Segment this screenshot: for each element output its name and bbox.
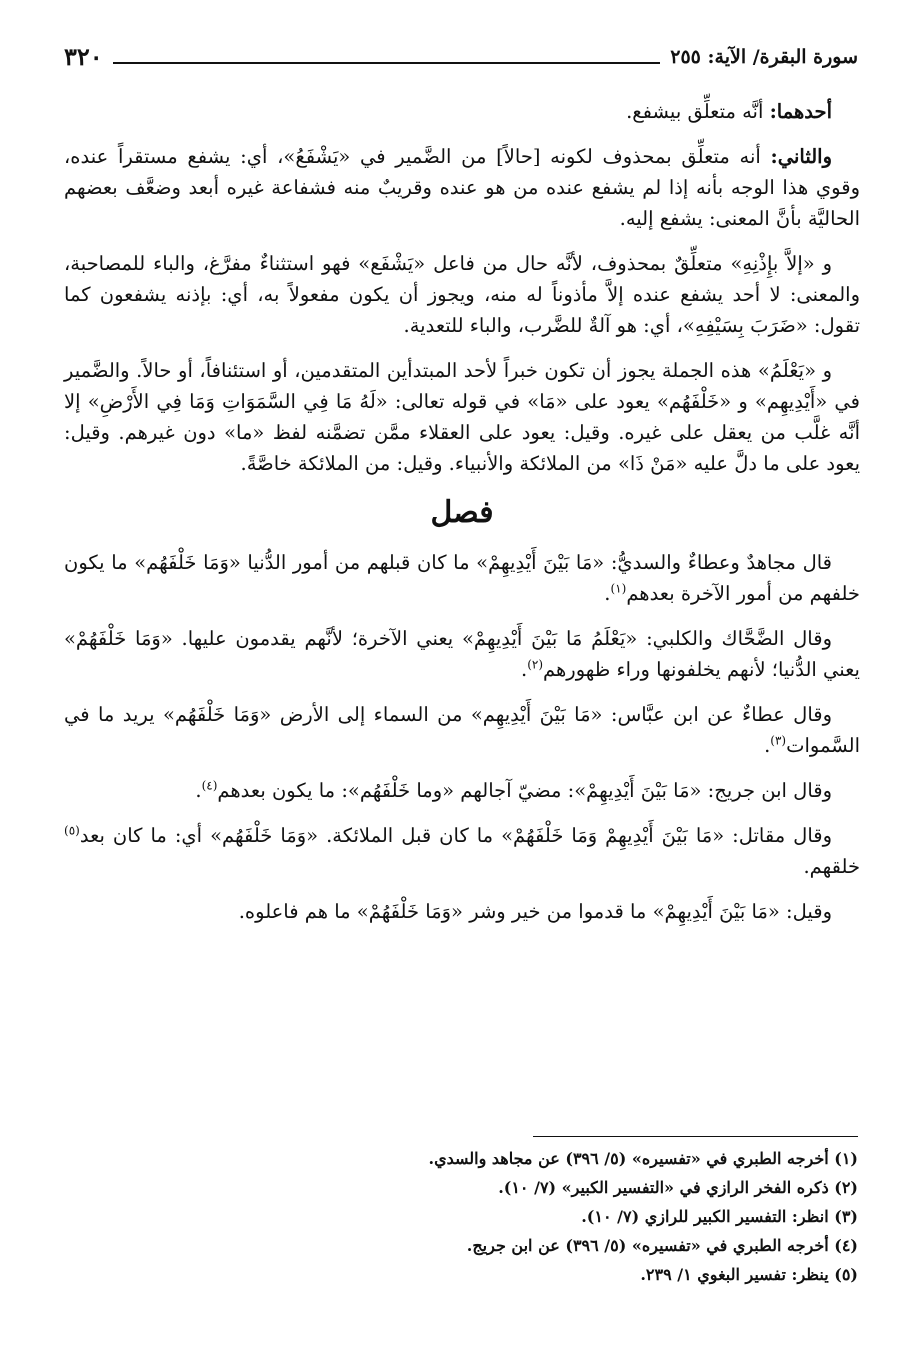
main-text: [64, 96, 860, 941]
footnote-reference[interactable]: (٣): [770, 733, 787, 748]
paragraph-text: أنه متعلِّق بمحذوف لكونه [حالاً] من الضَّمير في «يَشْفَعُ»، أي: يشفع مستقراً عنده، وقوي هذا الوجه بأنه إذا لم يشفع عنده من هو عنده وقريبٌ منه فشفاعة غيره أبعد وضعَّف بعضهم الحاليَّة بأنَّ المعنى: يشفع إليه.: [64, 145, 860, 230]
section-paragraph-tail: .: [764, 734, 771, 757]
footnotes: [64, 1146, 858, 1291]
header-rule: [113, 62, 661, 64]
page-header: [64, 34, 858, 72]
section-paragraph-text: وقال الضَّحَّاك والكلبي: «يَعْلَمُ مَا بَيْنَ أَيْدِيهِمْ» يعني الآخرة؛ لأنَّهم يقدمون عليها. «وَمَا خَلْفَهُمْ» يعني الدُّنيا؛ لأنهم يخلفونها وراء ظهورهم: [64, 627, 860, 681]
section-paragraph-tail: .: [604, 582, 611, 605]
footnote-reference[interactable]: (١): [610, 581, 627, 596]
section-paragraph-tail: .: [195, 779, 202, 802]
paragraph-bi-idhnihi: [64, 248, 860, 341]
paragraph-lead: والثاني:: [770, 145, 832, 168]
section-paragraph-tail: .: [520, 658, 528, 681]
footnote-reference[interactable]: (٢): [527, 657, 544, 672]
section-paragraph-text: وقال عطاءٌ عن ابن عبَّاس: «مَا بَيْنَ أَيْدِيهِم» من السماء إلى الأرض «وَمَا خَلْفَهُم» يريد ما في السَّموات: [64, 703, 860, 757]
running-title: سورة البقرة/ الآية: ٢٥٥: [670, 46, 858, 68]
footnote-item: (٥) ينظر: تفسير البغوي ١/ ٢٣٩.: [640, 1265, 858, 1284]
paragraph-text: أنَّه متعلِّق بيشفع.: [626, 100, 770, 123]
footnote-item: (٤) أخرجه الطبري في «تفسيره» (٥/ ٣٩٦) عن ابن جريج.: [466, 1236, 858, 1255]
section-paragraph: [64, 775, 860, 806]
paragraph-text: و «إلاَّ بإِذْنِهِ» متعلِّقٌ بمحذوف، لأنَّه حال من فاعل «يَشْفَع» فهو استثناءٌ مفرَّغ، والباء للمصاحبة، والمعنى: لا أحد يشفع عنده إلاَّ مأذوناً له منه، ويجوز أن يكون مفعولاً به، أي: بإذنه يشفعون كما تقول: «ضَرَبَ بِسَيْفِهِ»، أي: هو آلةٌ للضَّرب، والباء للتعدية.: [64, 252, 860, 337]
section-paragraph: [64, 623, 860, 685]
footnote-item: (٣) انظر: التفسير الكبير للرازي (٧/ ١٠).: [581, 1207, 858, 1226]
footnote-divider: [533, 1136, 858, 1137]
section-paragraph: [64, 820, 860, 882]
footnote-reference[interactable]: (٤): [201, 778, 218, 793]
section-paragraph: [64, 699, 860, 761]
paragraph-yalamu: [64, 355, 860, 479]
page-number: ٣٢٠: [64, 42, 103, 71]
paragraph-first-view: [64, 96, 860, 127]
section-paragraph-tail: خلقهم.: [803, 855, 860, 878]
paragraph-second-view: [64, 141, 860, 234]
footnote-item: (١) أخرجه الطبري في «تفسيره» (٥/ ٣٩٦) عن مجاهد والسدي.: [428, 1149, 858, 1168]
footnote-reference[interactable]: (٥): [64, 823, 80, 838]
paragraph-lead: أحدهما:: [769, 100, 832, 123]
section-paragraph: [64, 547, 860, 609]
section-paragraph-text: وقال ابن جريج: «مَا بَيْنَ أَيْدِيهِمْ»: مضيّ آجالهم «وما خَلْفَهُم»: ما يكون بعدهم: [217, 779, 832, 802]
section-paragraph-text: قال مجاهدٌ وعطاءٌ والسديُّ: «مَا بَيْنَ أَيْدِيهِمْ» ما كان قبلهم من أمور الدُّنيا «وَمَا خَلْفَهُم» ما يكون خلفهم من أمور الآخرة بعدهم: [64, 551, 860, 605]
section-heading: فصل: [430, 495, 494, 530]
section-paragraph-text: وقيل: «مَا بَيْنَ أَيْدِيهِمْ» ما قدموا من خير وشر «وَمَا خَلْفَهُمْ» ما هم فاعلوه.: [238, 900, 832, 923]
paragraph-text: و «يَعْلَمُ» هذه الجملة يجوز أن تكون خبراً لأحد المبتدأين المتقدمين، أو استئنافاً، أو حالاً. والضَّمير في «أَيْدِيهِم» و «خَلْفَهُم» يعود على «مَا» في قوله تعالى: «لَهُ مَا فِي السَّمَوَاتِ وَمَا فِي الأَرْضِ» إلا أنَّه غلَّب من يعقل على غيره. وقيل: يعود على العقلاء ممَّن تضمَّنه لفظ «ما» دون غيرهم. وقيل: يعود على ما دلَّ عليه «مَنْ ذَا» من الملائكة والأنبياء. وقيل: من الملائكة خاصَّةً.: [64, 359, 860, 475]
footnote-item: (٢) ذكره الفخر الرازي في «التفسير الكبير» (٧/ ١٠).: [498, 1178, 858, 1197]
section-paragraph: [64, 896, 860, 927]
section-paragraph-text: وقال مقاتل: «مَا بَيْنَ أَيْدِيهِمْ وَمَا خَلْفَهُمْ» ما كان قبل الملائكة. «وَمَا خَلْفَهُم» أي: ما كان بعد: [79, 824, 832, 847]
